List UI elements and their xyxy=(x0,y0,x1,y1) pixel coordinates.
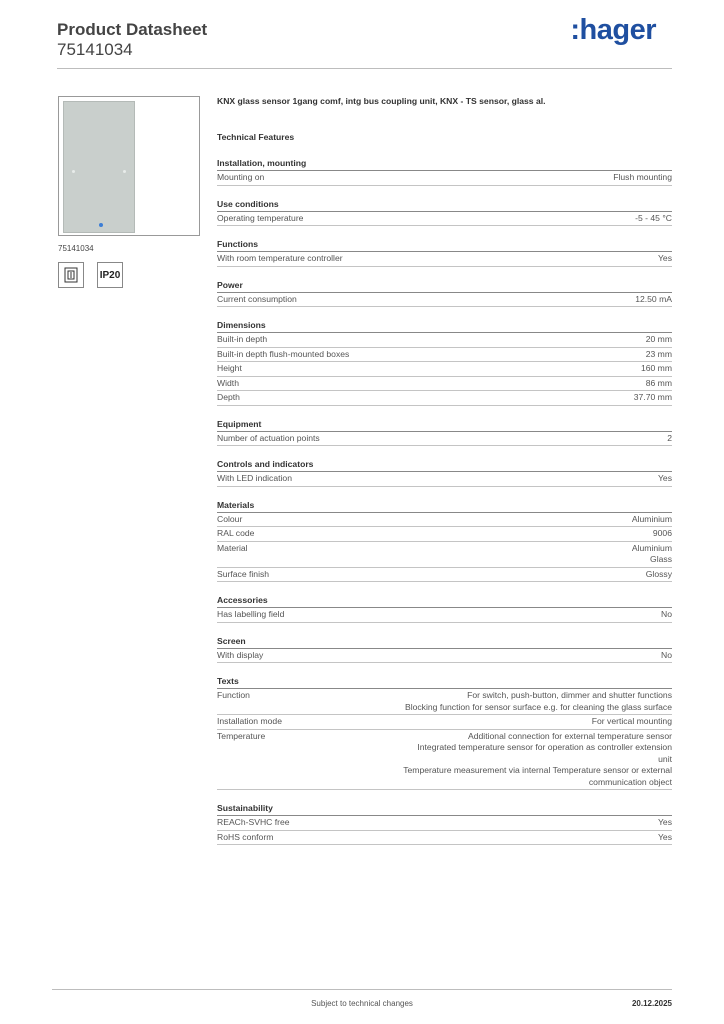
feature-label: With room temperature controller xyxy=(217,253,343,263)
feature-value xyxy=(634,392,672,404)
group-title: Power xyxy=(217,279,672,293)
feature-value-line: For switch, push-button, dimmer and shutter functions xyxy=(467,690,672,700)
feature-value-line: 86 mm xyxy=(645,377,672,388)
feature-row xyxy=(217,608,672,623)
feature-group xyxy=(217,499,672,583)
feature-value-line: 20 mm xyxy=(645,334,672,344)
feature-value-line: 9006 xyxy=(652,528,672,538)
glass-sensor-illustration xyxy=(63,101,135,233)
feature-row xyxy=(217,816,672,831)
ip-rating-icon xyxy=(97,262,123,288)
feature-value-line: 12.50 mA xyxy=(635,293,672,304)
feature-row xyxy=(217,252,672,267)
feature-value xyxy=(646,569,672,581)
group-title: Materials xyxy=(217,499,672,513)
feature-value-line: 2 xyxy=(667,432,672,443)
footer-date: 20.12.2025 xyxy=(631,999,672,1008)
feature-value-line: Yes xyxy=(657,473,672,483)
feature-value xyxy=(661,609,672,621)
feature-label: With LED indication xyxy=(217,473,292,483)
feature-row xyxy=(217,542,672,568)
feature-groups xyxy=(217,157,672,845)
feature-value xyxy=(646,334,672,346)
group-title: Controls and indicators xyxy=(217,458,672,472)
image-caption: 75141034 xyxy=(58,244,94,253)
feature-label: Current consumption xyxy=(217,293,297,304)
feature-group xyxy=(217,319,672,406)
feature-group xyxy=(217,279,672,308)
group-title: Functions xyxy=(217,238,672,252)
feature-row xyxy=(217,377,672,392)
feature-row xyxy=(217,568,672,583)
group-title: Use conditions xyxy=(217,198,672,212)
feature-label: Width xyxy=(217,377,239,388)
feature-value-line: 23 mm xyxy=(645,348,672,359)
feature-row xyxy=(217,362,672,377)
feature-value-line: Glass xyxy=(650,554,672,564)
feature-value-line: No xyxy=(661,609,672,619)
feature-row xyxy=(217,527,672,542)
feature-label: RAL code xyxy=(217,528,255,538)
feature-value xyxy=(658,817,672,829)
feature-group xyxy=(217,675,672,790)
feature-value xyxy=(635,213,672,225)
feature-value xyxy=(661,650,672,662)
feature-row xyxy=(217,432,672,447)
feature-group xyxy=(217,238,672,267)
feature-label: REACh-SVHC free xyxy=(217,817,290,827)
feature-value-line: 37.70 mm xyxy=(633,392,672,402)
feature-label: With display xyxy=(217,649,264,660)
feature-value xyxy=(646,378,672,390)
feature-row xyxy=(217,171,672,186)
feature-group xyxy=(217,635,672,664)
feature-value xyxy=(635,294,672,306)
header-divider xyxy=(57,68,672,69)
feature-value xyxy=(632,514,672,526)
feature-label: Function xyxy=(217,690,250,700)
feature-value-line: Aluminium xyxy=(631,513,672,524)
feature-row xyxy=(217,212,672,227)
feature-value-line: Yes xyxy=(657,253,672,263)
feature-value-line: 160 mm xyxy=(640,363,672,373)
feature-row xyxy=(217,715,672,730)
feature-value-line: Blocking function for sensor surface e.g. for cleaning the glass surface xyxy=(404,701,672,712)
feature-label: Operating temperature xyxy=(217,212,304,223)
feature-group xyxy=(217,594,672,623)
feature-value-line: Flush mounting xyxy=(613,172,672,182)
feature-value-line: Glossy xyxy=(645,568,672,579)
feature-row xyxy=(217,831,672,846)
feature-row xyxy=(217,472,672,487)
feature-group xyxy=(217,802,672,845)
article-number: 75141034 xyxy=(57,40,133,59)
feature-group xyxy=(217,157,672,186)
group-title: Equipment xyxy=(217,418,672,432)
feature-label: Number of actuation points xyxy=(217,432,320,443)
feature-value xyxy=(653,528,672,540)
feature-row xyxy=(217,333,672,348)
feature-value-line: Aluminium xyxy=(631,542,672,553)
flush-mount-icon xyxy=(58,262,84,288)
feature-label: Depth xyxy=(217,392,240,402)
feature-value xyxy=(658,253,672,265)
feature-value xyxy=(658,473,672,485)
datasheet-content xyxy=(217,95,672,857)
feature-group xyxy=(217,458,672,487)
feature-value-line: Integrated temperature sensor for operation as controller extension xyxy=(417,742,672,752)
feature-value xyxy=(405,690,672,713)
feature-value-line: No xyxy=(661,649,672,660)
feature-value-line: communication object xyxy=(588,776,672,787)
feature-row xyxy=(217,689,672,715)
feature-row xyxy=(217,513,672,528)
feature-label: Built-in depth flush-mounted boxes xyxy=(217,348,350,359)
feature-row xyxy=(217,730,672,791)
feature-value xyxy=(667,433,672,445)
feature-value xyxy=(592,716,672,728)
feature-row xyxy=(217,348,672,363)
feature-value-line: -5 - 45 °C xyxy=(635,212,672,223)
product-description: KNX glass sensor 1gang comf, intg bus coupling unit, KNX - TS sensor, glass al. xyxy=(217,96,546,106)
feature-value-line: Additional connection for external temperature sensor xyxy=(468,730,672,741)
feature-value-line: For vertical mounting xyxy=(591,716,672,726)
feature-value xyxy=(646,349,672,361)
feature-value-line: Yes xyxy=(657,831,672,842)
group-title: Texts xyxy=(217,675,672,689)
feature-group xyxy=(217,418,672,447)
page-header xyxy=(57,20,207,60)
feature-label: Colour xyxy=(217,513,243,524)
feature-row xyxy=(217,293,672,308)
feature-row xyxy=(217,391,672,406)
sensor-point-right xyxy=(123,170,126,173)
technical-features-title: Technical Features xyxy=(217,132,295,142)
product-image xyxy=(58,96,200,236)
feature-value xyxy=(658,832,672,844)
ip-rating-label: IP20 xyxy=(99,269,121,281)
feature-value xyxy=(403,731,672,789)
feature-label: Has labelling field xyxy=(217,609,285,619)
group-title: Installation, mounting xyxy=(217,157,672,171)
group-title: Sustainability xyxy=(217,802,672,816)
feature-value xyxy=(641,363,672,375)
group-title: Screen xyxy=(217,635,672,649)
feature-label: RoHS conform xyxy=(217,831,274,842)
led-indicator xyxy=(99,223,103,227)
feature-label: Temperature xyxy=(217,730,266,741)
footer-divider xyxy=(52,989,672,990)
feature-label: Mounting on xyxy=(217,172,265,182)
page-title: Product Datasheet xyxy=(57,20,208,39)
sensor-point-left xyxy=(72,170,75,173)
feature-row xyxy=(217,649,672,664)
feature-group xyxy=(217,198,672,227)
feature-label: Material xyxy=(217,542,248,553)
feature-value-line: Temperature measurement via internal Temperature sensor or external xyxy=(403,765,672,775)
feature-label: Built-in depth xyxy=(217,334,268,344)
feature-label: Surface finish xyxy=(217,568,270,579)
flush-mount-symbol xyxy=(63,267,79,283)
feature-label: Height xyxy=(217,363,242,373)
feature-value xyxy=(632,543,672,566)
group-title: Dimensions xyxy=(217,319,672,333)
footer-note: Subject to technical changes xyxy=(311,999,413,1008)
feature-value-line: unit xyxy=(658,753,672,764)
feature-label: Installation mode xyxy=(217,716,282,726)
feature-value-line: Yes xyxy=(657,817,672,827)
hager-logo: :hager xyxy=(570,14,656,46)
group-title: Accessories xyxy=(217,594,672,608)
feature-value xyxy=(613,172,672,184)
